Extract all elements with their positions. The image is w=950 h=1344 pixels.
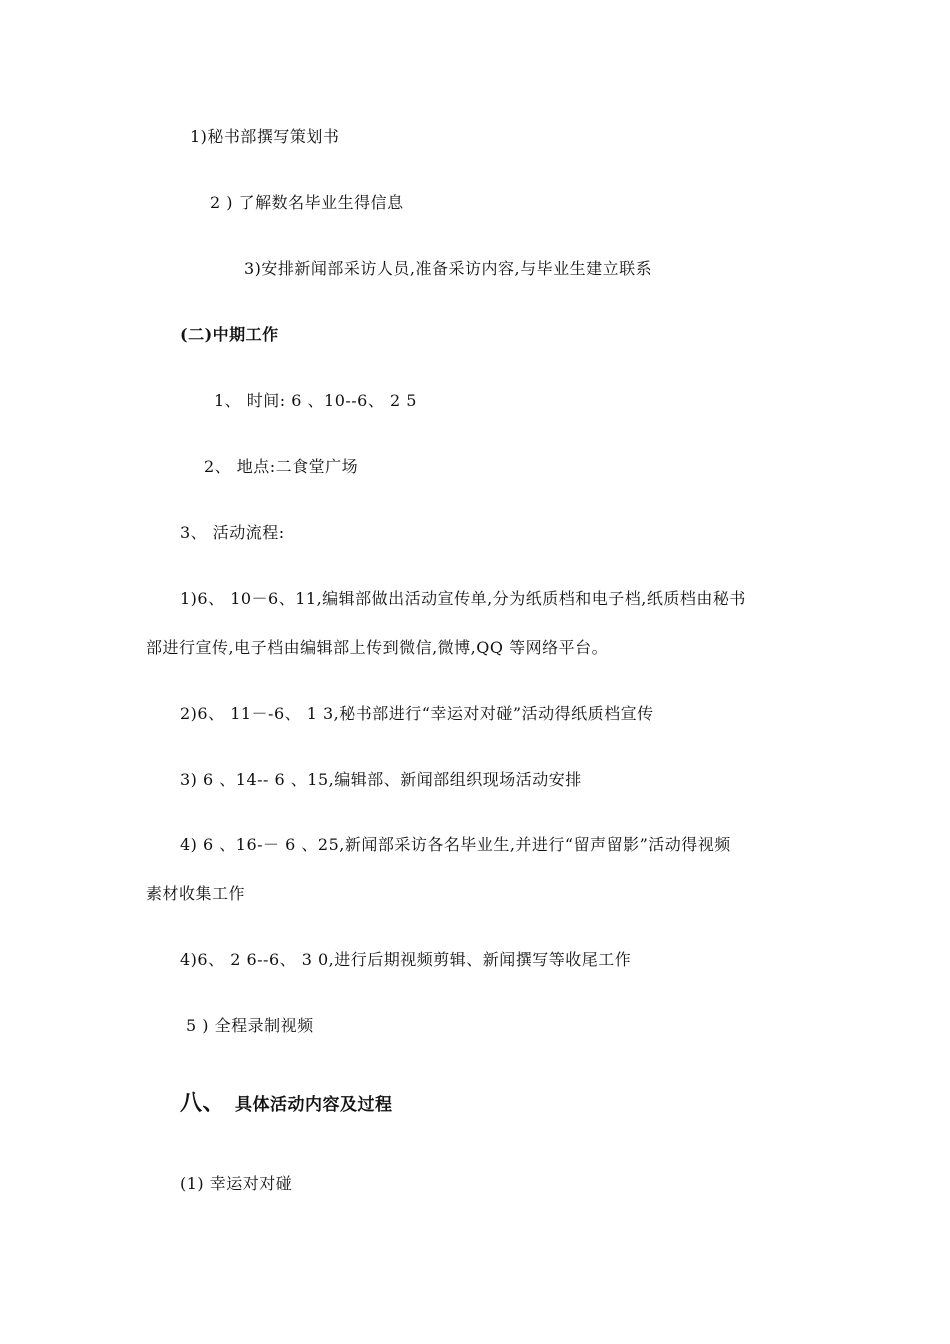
step-1-secretary-plan: 1)秘书部撰写策划书 xyxy=(190,127,340,146)
item-time: 1、 时间: 6 、10--6、 2 5 xyxy=(214,391,417,410)
process-step-2: 2)6、 11－-6、 1 3,秘书部进行“幸运对对碰”活动得纸质档宣传 xyxy=(180,704,654,723)
step-3-interview-arrangement: 3)安排新闻部采访人员,准备采访内容,与毕业生建立联系 xyxy=(244,259,653,278)
process-step-4-line-2: 素材收集工作 xyxy=(146,884,246,903)
item-location: 2、 地点:二食堂广场 xyxy=(204,457,359,476)
process-step-1-line-1: 1)6、 10－6、11,编辑部做出活动宣传单,分为纸质档和电子档,纸质档由秘书 xyxy=(180,589,746,608)
subsection-lucky-match: (1) 幸运对对碰 xyxy=(180,1174,293,1193)
section-heading-8 xyxy=(180,1092,393,1116)
item-process: 3、 活动流程: xyxy=(180,523,285,542)
heading-midterm-work: (二)中期工作 xyxy=(180,325,279,344)
section-number: 八、 xyxy=(180,1090,226,1116)
process-step-3: 3) 6 、14-- 6 、15,编辑部、新闻部组织现场活动安排 xyxy=(180,770,582,789)
section-title: 具体活动内容及过程 xyxy=(235,1095,393,1115)
process-step-5: 4)6、 2 6--6、 3 0,进行后期视频剪辑、新闻撰写等收尾工作 xyxy=(180,950,632,969)
process-step-4-line-1: 4) 6 、16-－ 6 、25,新闻部采访各名毕业生,并进行“留声留影”活动得视频 xyxy=(180,835,731,854)
process-step-record: 5 ) 全程录制视频 xyxy=(186,1016,314,1035)
process-step-1-line-2: 部进行宣传,电子档由编辑部上传到微信,微博,QQ 等网络平台。 xyxy=(146,638,609,657)
step-2-graduate-info: 2 ) 了解数名毕业生得信息 xyxy=(210,193,404,212)
